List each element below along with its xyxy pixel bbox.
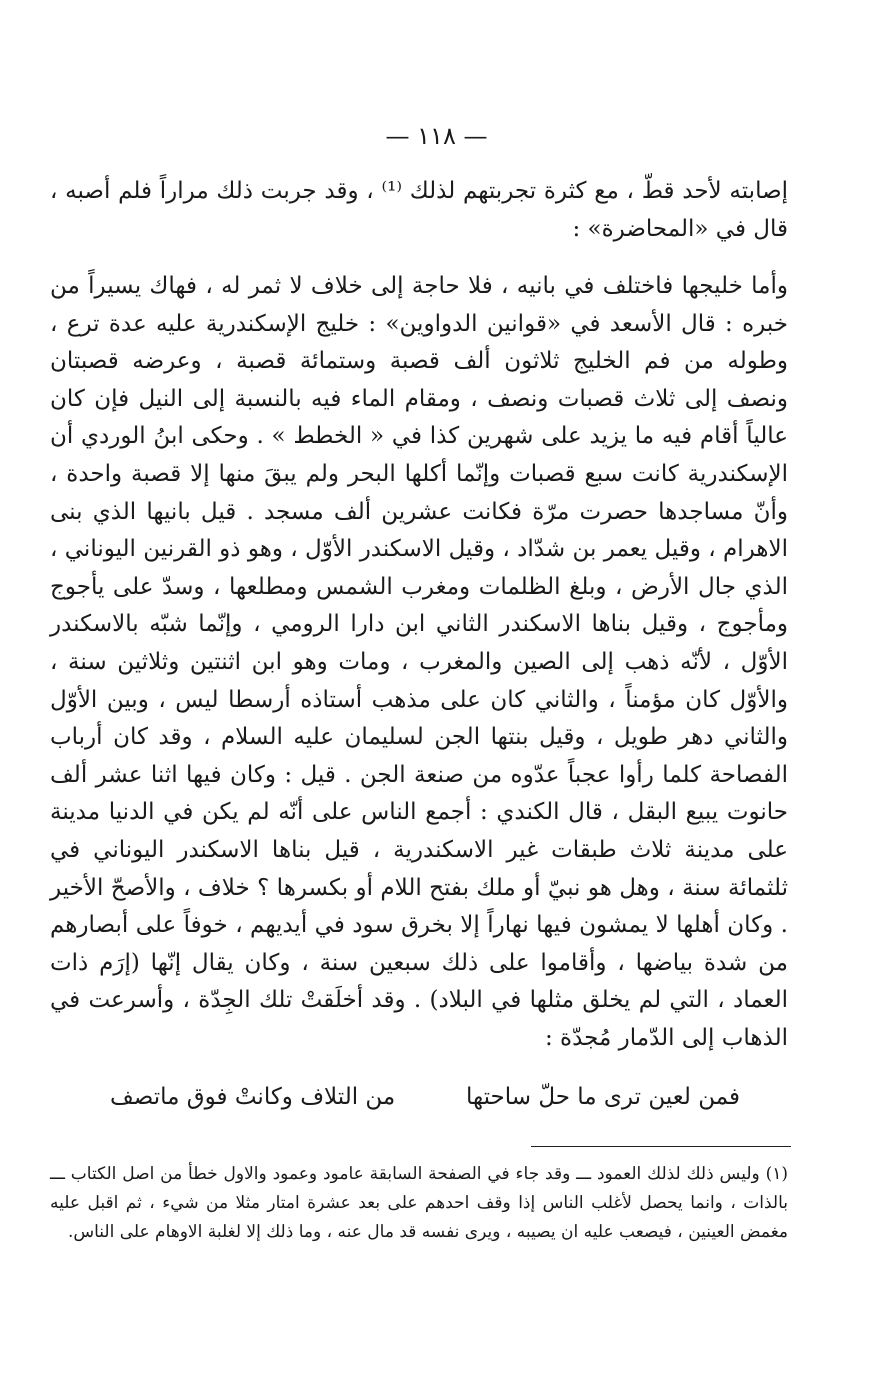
verse-first-hemistich: فمن لعين ترى ما حلّ ساحتها (465, 1084, 740, 1110)
footnote: (١) وليس ذلك لذلك العمود ـــ وقد جاء في الصفحة السابقة عامود وعمود والاول خطأ من اصل الكتاب ـــ بالذات ، وانما يحصل لأغلب الناس إذا وقف احدهم على بعد عشرة امتار مثلا من شيء ، ثم اقبل عليه مغمض العينين ، فيصعب عليه ان يصيبه ، ويرى نفسه قد مال عنه ، وما ذلك إلا لغلبة الاوهام على الناس. (50, 1164, 788, 1242)
footnote-separator (531, 1146, 791, 1147)
lead-paragraph: إصابته لأحد قطّ ، مع كثرة تجربتهم لذلك ⁽¹⁾ ، وقد جربت ذلك مراراً فلم أصبه ، قال في «المحاضرة» : (50, 178, 788, 242)
verse-second-hemistich: من التلاف وكانتْ فوق ماتصف (110, 1084, 396, 1110)
page-number: — ١١٨ — (385, 122, 488, 150)
main-paragraph: وأما خليجها فاختلف في بانيه ، فلا حاجة إلى خلاف لا ثمر له ، فهاك يسيراً من خبره : قال الأسعد في «قوانين الدواوين» : خليج الإسكندرية عليه عدة ترع ، وطوله من فم الخليج ثلاثون ألف قصبة وستمائة قصبة ، وعرضه قصبتان ونصف إلى ثلاث قصبات ونصف ، ومقام الماء فيه بالنسبة إلى النيل فإن كان عالياً أقام فيه ما يزيد على شهرين كذا في « الخطط » . وحكى ابنُ الوردي أن الإسكندرية كانت سبع قصبات وإنّما أكلها البحر ولم يبقَ منها إلا قصبة واحدة ، وأنّ مساجدها حصرت مرّة فكانت عشرين ألف مسجد . قيل بانيها الذي بنى الاهرام ، وقيل يعمر بن شدّاد ، وقيل الاسكندر الأوّل ، وهو ذو القرنين اليوناني ، الذي جال الأرض ، وبلغ الظلمات ومغرب الشمس ومطلعها ، وسدّ على يأجوج ومأجوج ، وقيل بناها الاسكندر الثاني ابن دارا الرومي ، وإنّما شبّه بالاسكندر الأوّل ، لأنّه ذهب إلى الصين والمغرب ، ومات وهو ابن اثنتين وثلاثين سنة ، والأوّل كان مؤمناً ، والثاني كان على مذهب أستاذه أرسطا ليس ، وبين الأوّل والثاني دهر طويل ، وقيل بنتها الجن لسليمان عليه السلام ، وقد كان أرباب الفصاحة كلما رأوا عجباً عدّوه من صنعة الجن . قيل : وكان فيها اثنا عشر ألف حانوت يبيع البقل ، قال الكندي : أجمع الناس على أنّه لم يكن في الدنيا مدينة على مدينة ثلاث طبقات غير الاسكندرية ، قيل بناها الاسكندر اليوناني في ثلثمائة سنة ، وهل هو نبيّ أو ملك بفتح اللام أو بكسرها ؟ خلاف ، والأصحّ الأخير . وكان أهلها لا يمشون فيها نهاراً إلا بخرق سود في أيديهم ، خوفاً على أبصارهم من شدة بياضها ، وأقاموا على ذلك سبعين سنة ، وكان يقال إنّها (إرَم ذات العماد ، التي لم يخلق مثلها في البلاد) . وقد أخلَقتْ تلك الجِدّة ، وأسرعت في الذهاب إلى الدّمار مُجدّة : (50, 273, 788, 1051)
poetry-verse (80, 1084, 740, 1124)
